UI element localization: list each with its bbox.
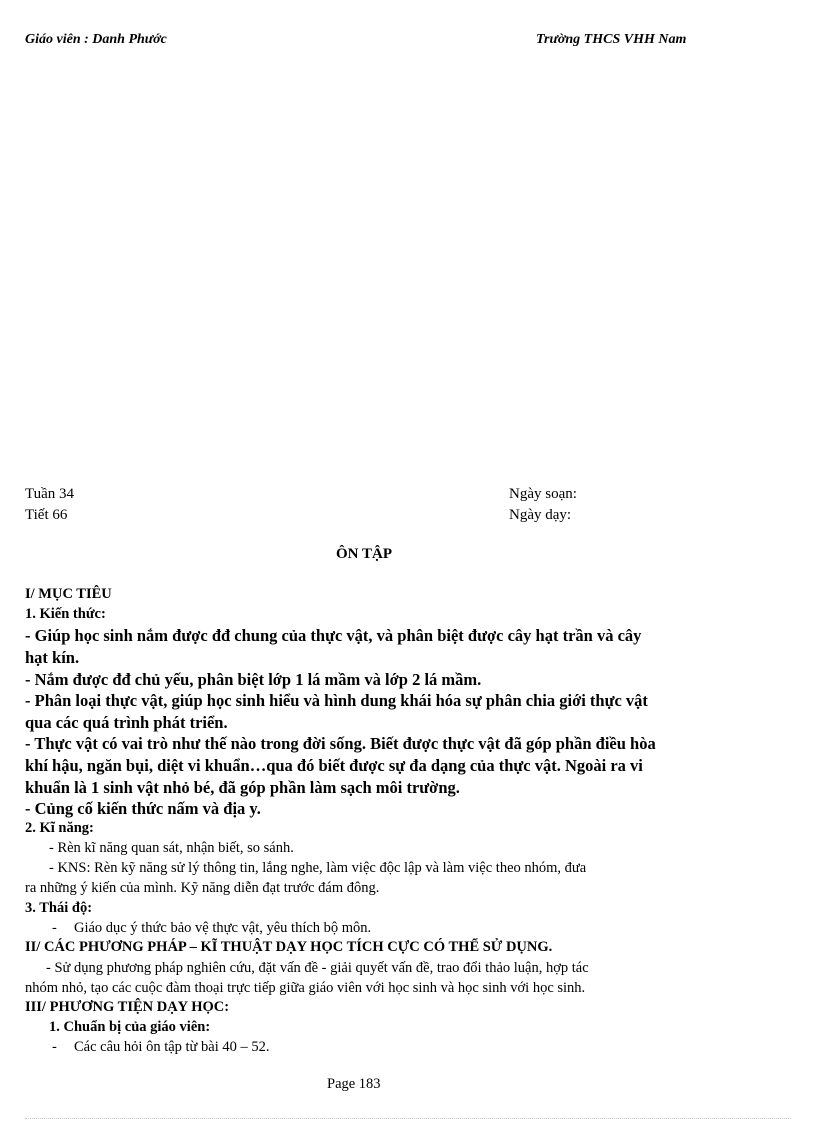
- skills-heading: 2. Kĩ năng:: [25, 820, 94, 836]
- skills-line: ra những ý kiến của mình. Kỹ năng diễn đạt trước đám đông.: [25, 880, 380, 896]
- page-title: ÔN TẬP: [336, 546, 392, 562]
- page-number: Page 183: [327, 1076, 381, 1092]
- week-label: Tuần 34: [25, 486, 75, 502]
- methods-line: nhóm nhỏ, tạo các cuộc đàm thoại trực tiếp giữa giáo viên với học sinh và học sinh với học sinh.: [25, 980, 586, 996]
- section-materials-heading: III/ PHƯƠNG TIỆN DẠY HỌC:: [25, 999, 230, 1015]
- materials-dash: -: [52, 1039, 57, 1055]
- materials-line: Các câu hỏi ôn tập từ bài 40 – 52.: [74, 1039, 270, 1055]
- knowledge-line: khí hậu, ngăn bụi, diệt vi khuẩn…qua đó biết được sự đa dạng của thực vật. Ngoài ra vi: [25, 756, 643, 775]
- attitude-line: Giáo dục ý thức bảo vệ thực vật, yêu thích bộ môn.: [74, 920, 372, 936]
- knowledge-line: - Củng cố kiến thức nấm và địa y.: [25, 799, 261, 818]
- attitude-heading: 3. Thái độ:: [25, 900, 93, 916]
- header-school: Trường THCS VHH Nam: [536, 32, 687, 47]
- methods-line: - Sử dụng phương pháp nghiên cứu, đặt vấn đề - giải quyết vấn đề, trao đổi thảo luận, hợp tác: [46, 960, 589, 976]
- knowledge-line: - Phân loại thực vật, giúp học sinh hiểu và hình dung khái hóa sự phân chia giới thực vật: [25, 691, 648, 710]
- knowledge-line: qua các quá trình phát triển.: [25, 713, 228, 732]
- knowledge-line: - Nắm được đđ chủ yếu, phân biệt lớp 1 lá mầm và lớp 2 lá mầm.: [25, 670, 482, 689]
- section-objectives-heading: I/ MỤC TIÊU: [25, 586, 112, 602]
- date-prepared-label: Ngày soạn:: [509, 486, 577, 502]
- skills-line: - Rèn kĩ năng quan sát, nhận biết, so sánh.: [49, 840, 294, 856]
- knowledge-line: - Thực vật có vai trò như thế nào trong đời sống. Biết được thực vật đã góp phần điều hòa: [25, 734, 656, 753]
- date-taught-label: Ngày dạy:: [509, 507, 572, 523]
- knowledge-heading: 1. Kiến thức:: [25, 606, 106, 622]
- skills-line: - KNS: Rèn kỹ năng sử lý thông tin, lắng nghe, làm việc độc lập và làm việc theo nhóm, đưa: [49, 860, 587, 876]
- knowledge-line: hạt kín.: [25, 648, 80, 667]
- section-methods-heading: II/ CÁC PHƯƠNG PHÁP – KĨ THUẬT DẠY HỌC TÍCH CỰC CÓ THỂ SỬ DỤNG.: [25, 939, 553, 955]
- knowledge-line: khuẩn là 1 sinh vật nhỏ bé, đã góp phần làm sạch môi trường.: [25, 778, 460, 797]
- header-teacher: Giáo viên : Danh Phước: [25, 32, 167, 47]
- period-label: Tiết 66: [25, 507, 68, 523]
- teacher-prep-heading: 1. Chuẩn bị của giáo viên:: [49, 1019, 211, 1035]
- knowledge-line: - Giúp học sinh nắm được đđ chung của thực vật, và phân biệt được cây hạt trần và cây: [25, 626, 642, 645]
- page-bottom-rule: [25, 1118, 791, 1119]
- attitude-dash: -: [52, 920, 57, 936]
